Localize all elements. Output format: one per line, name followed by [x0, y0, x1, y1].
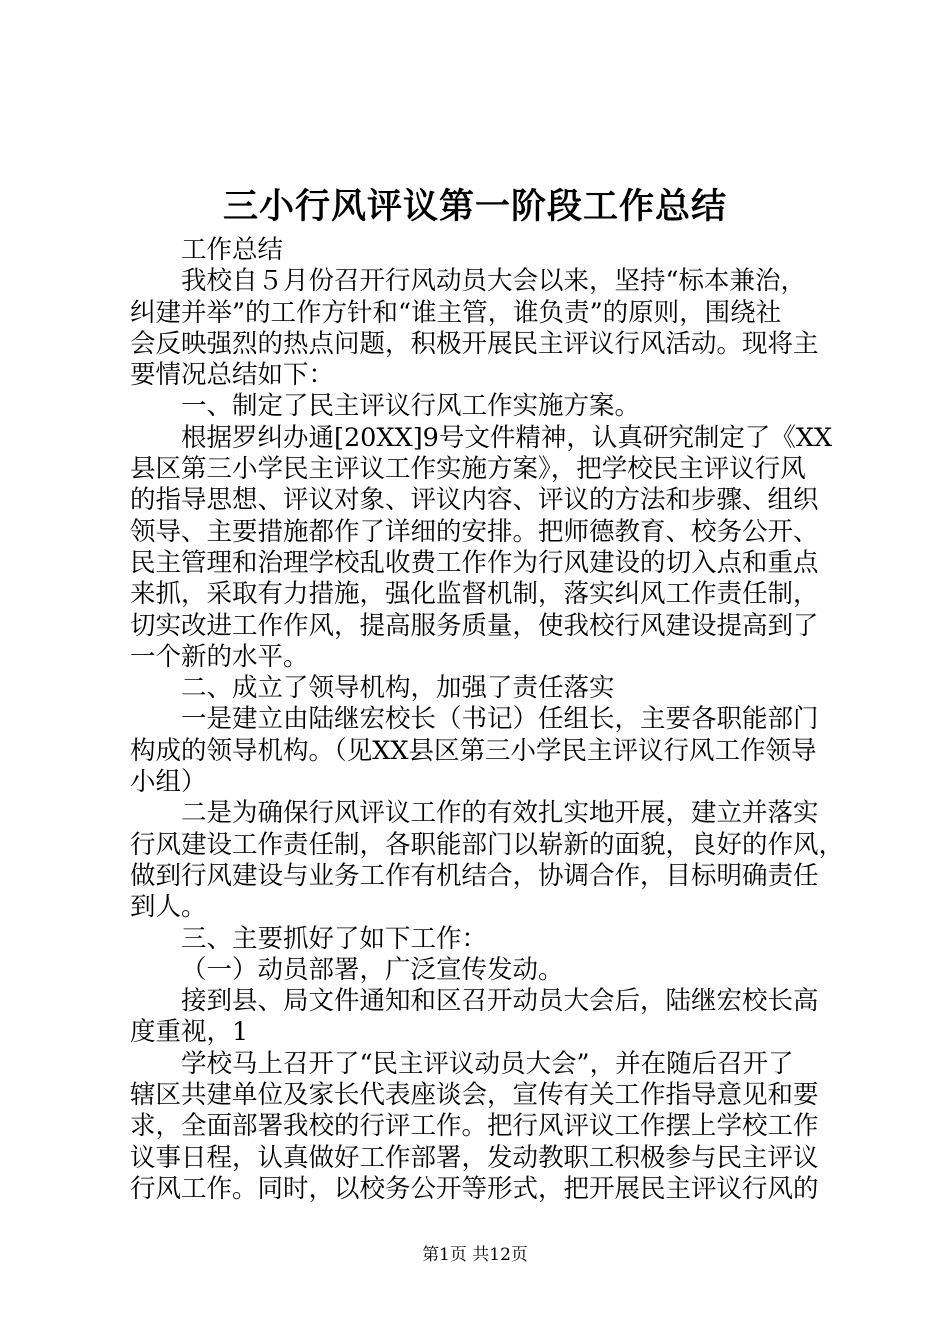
text-line: 会反映强烈的热点问题，积极开展民主评议行风活动。现将主 — [130, 328, 819, 359]
text-line: 到人。 — [130, 892, 207, 923]
text-line: 小组） — [130, 767, 207, 798]
subsection-heading: （一）动员部署，广泛宣传发动。 — [181, 954, 564, 985]
text-line: 一个新的水平。 — [130, 641, 309, 672]
section-heading: 一、制定了民主评议行风工作实施方案。 — [181, 391, 641, 422]
text-line: 做到行风建设与业务工作有机结合，协调合作，目标明确责任 — [130, 860, 819, 891]
text-line: 来抓，采取有力措施，强化监督机制，落实纠风工作责任制， — [130, 579, 819, 610]
text-line: 接到县、局文件通知和区召开动员大会后，陆继宏校长高 — [181, 986, 819, 1017]
text-line: 二是为确保行风评议工作的有效扎实地开展，建立并落实 — [181, 798, 819, 829]
text-line: 求，全面部署我校的行评工作。把行风评议工作摆上学校工作 — [130, 1111, 819, 1142]
text-line: 纠建并举”的工作方针和“谁主管，谁负责”的原则，围绕社 — [130, 297, 782, 328]
text-line: 议事日程，认真做好工作部署，发动教职工积极参与民主评议 — [130, 1142, 819, 1173]
text-line: 我校自５月份召开行风动员大会以来，坚持“标本兼治， — [181, 266, 807, 297]
text-line: 工作总结 — [181, 235, 284, 265]
page-footer: 第1页 共12页 — [422, 1245, 528, 1265]
text-line: 要情况总结如下： — [130, 360, 335, 391]
text-line: 辖区共建单位及家长代表座谈会，宣传有关工作指导意见和要 — [130, 1080, 819, 1111]
text-line: 构成的领导机构。（见XX县区第三小学民主评议行风工作领导 — [130, 735, 817, 766]
text-line: 的指导思想、评议对象、评议内容、评议的方法和步骤、组织 — [130, 485, 819, 516]
text-line: 切实改进工作作风，提高服务质量，使我校行风建设提高到了 — [130, 610, 819, 641]
section-heading: 二、成立了领导机构，加强了责任落实 — [181, 673, 615, 704]
text-line: 一是建立由陆继宏校长（书记）任组长，主要各职能部门 — [181, 704, 819, 735]
text-line: 学校马上召开了“民主评议动员大会”，并在随后召开了 — [181, 1048, 794, 1079]
text-line: 领导、主要措施都作了详细的安排。把师德教育、校务公开、 — [130, 516, 819, 547]
text-line: 根据罗纠办通[20XX]9号文件精神，认真研究制定了《XX — [181, 422, 833, 453]
text-line: 县区第三小学民主评议工作实施方案》，把学校民主评议行风 — [130, 454, 806, 485]
text-line: 民主管理和治理学校乱收费工作作为行风建设的切入点和重点 — [130, 547, 819, 578]
text-line: 行风建设工作责任制，各职能部门以崭新的面貌，良好的作风， — [130, 829, 845, 860]
text-line: 度重视，1 — [130, 1017, 249, 1048]
document-title: 三小行风评议第一阶段工作总结 — [222, 186, 727, 227]
section-heading: 三、主要抓好了如下工作： — [181, 923, 488, 954]
text-line: 行风工作。同时，以校务公开等形式，把开展民主评议行风的 — [130, 1173, 819, 1204]
document-body — [130, 235, 845, 1205]
